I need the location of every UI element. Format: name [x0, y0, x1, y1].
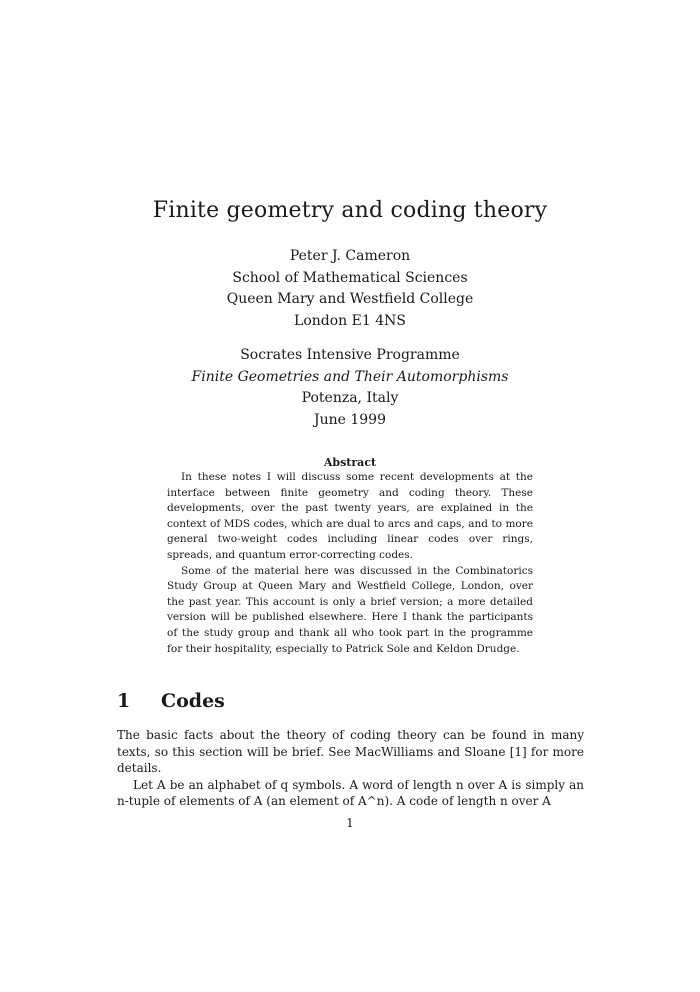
event-course-title: Finite Geometries and Their Automorphisms [191, 368, 509, 385]
abstract-body [167, 470, 533, 657]
event-location: Potenza, Italy [301, 390, 399, 406]
event-block [0, 345, 700, 431]
author-affiliation-college: Queen Mary and Westfield College [226, 291, 474, 307]
section-number: 1 [117, 690, 131, 712]
author-name: Peter J. Cameron [289, 248, 411, 264]
event-programme: Socrates Intensive Programme [240, 347, 460, 363]
section-title: Codes [161, 690, 225, 712]
paper-title: Finite geometry and coding theory [152, 198, 548, 223]
page-number: 1 [346, 816, 354, 830]
section-heading [117, 690, 225, 712]
abstract-paragraph: In these notes I will discuss some recent developments at the interface between finite geometry and coding theory. These developments, over the past twenty years, are explained in the context of MDS codes, which are dual to arcs and caps, and to more general two-weight codes including linear codes over rings, spreads, and quantum error-correcting codes. [167, 471, 533, 561]
author-affiliation-address: London E1 4NS [294, 312, 406, 329]
author-block [0, 246, 700, 332]
abstract-heading: Abstract [323, 456, 377, 469]
event-date: June 1999 [313, 411, 386, 428]
body-paragraph: The basic facts about the theory of coding theory can be found in many texts, so this section will be brief. See MacWilliams and Sloane [1] for more details. [117, 728, 584, 775]
author-affiliation-school: School of Mathematical Sciences [232, 269, 468, 286]
section-body [117, 727, 584, 810]
abstract-paragraph: Some of the material here was discussed in the Combinatorics Study Group at Queen Mary and Westfield College, London, over the past year. This account is only a brief version; a more detailed version will be published elsewhere. Here I thank the participants of the study group and thank all who took part in the programme for their hospitality, especially to Patrick Sole and Keldon Drudge. [167, 564, 533, 655]
body-paragraph: Let A be an alphabet of q symbols. A word of length n over A is simply an n-tuple of elements of A (an element of A^n). A code of length n over A [117, 777, 584, 808]
